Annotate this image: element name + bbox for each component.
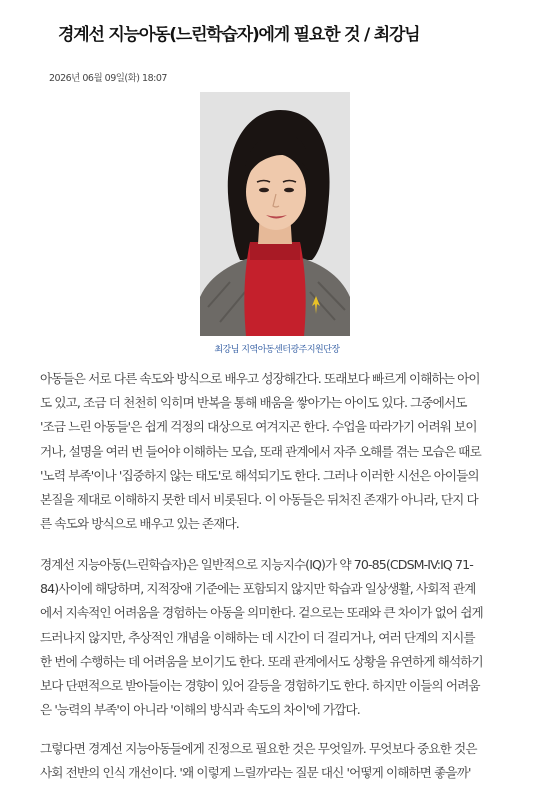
paragraph-line: 사회 전반의 인식 개선이다. '왜 이렇게 느릴까'라는 질문 대신 '어떻게 이해하면 좋을까' <box>40 765 471 781</box>
paragraph-line: 에서 지속적인 어려움을 경험하는 아동을 의미한다. 겉으로는 또래와 큰 차이가 없어 쉽게 <box>40 605 483 621</box>
photo-caption: 최강님 지역아동센터광주지원단장 <box>214 345 340 355</box>
paragraph-line: '조금 느린 아동들'은 쉽게 걱정의 대상으로 여겨지곤 한다. 수업을 따라가기 어려워 보이 <box>40 419 477 435</box>
paragraph-line: 보다 단편적으로 받아들이는 경향이 있어 갈등을 경험하기도 한다. 하지만 이들의 어려움 <box>40 678 480 694</box>
article-datetime: 2026년 06월 09일(화) 18:07 <box>49 73 167 84</box>
article-paragraph-1 <box>40 367 518 536</box>
paragraph-line: 드러나지 않지만, 추상적인 개념을 이해하는 데 시간이 더 걸리거나, 여러 단계의 지시를 <box>40 629 475 645</box>
paragraph-line: 한 번에 수행하는 데 어려움을 보이기도 한다. 또래 관계에서도 상황을 유연하게 해석하기 <box>40 653 483 669</box>
paragraph-line: 본질을 제대로 이해하지 못한 데서 비롯된다. 이 아동들은 뒤처진 존재가 아니라, 단지 다 <box>40 492 478 508</box>
portrait-icon <box>200 92 350 336</box>
paragraph-line: 아동들은 서로 다른 속도와 방식으로 배우고 성장해간다. 또래보다 빠르게 이해하는 아이 <box>40 371 480 386</box>
paragraph-line: 그렇다면 경계선 지능아동들에게 진정으로 필요한 것은 무엇일까. 무엇보다 중요한 것은 <box>40 741 477 756</box>
paragraph-line: '노력 부족'이나 '집중하지 않는 태도'로 해석되기도 한다. 그러나 이러한 시선은 아이들의 <box>40 467 479 483</box>
article-paragraph-3 <box>40 737 518 785</box>
paragraph-line: 도 있고, 조금 더 천천히 익히며 반복을 통해 배움을 쌓아가는 아이도 있다. 그중에서도 <box>40 395 467 411</box>
paragraph-line: 은 '능력의 부족'이 아니라 '이해의 방식과 속도의 차이'에 가깝다. <box>40 702 360 718</box>
paragraph-line: 경계선 지능아동(느린학습자)은 일반적으로 지능지수(IQ)가 약 70-85(CDSM-IV:IQ 71- <box>40 557 473 572</box>
author-portrait-photo <box>200 92 350 336</box>
paragraph-line: 84)사이에 해당하며, 지적장애 기준에는 포함되지 않지만 학습과 일상생활, 사회적 관계 <box>40 581 476 597</box>
paragraph-line: 거나, 설명을 여러 번 들어야 이해하는 모습, 또래 관계에서 자주 오해를 겪는 모습은 때로 <box>40 443 481 459</box>
article-paragraph-2 <box>40 553 518 722</box>
paragraph-line: 른 속도와 방식으로 배우고 있는 존재다. <box>40 516 239 532</box>
article-title: 경계선 지능아동(느린학습자)에게 필요한 것 / 최강님 <box>58 25 420 45</box>
